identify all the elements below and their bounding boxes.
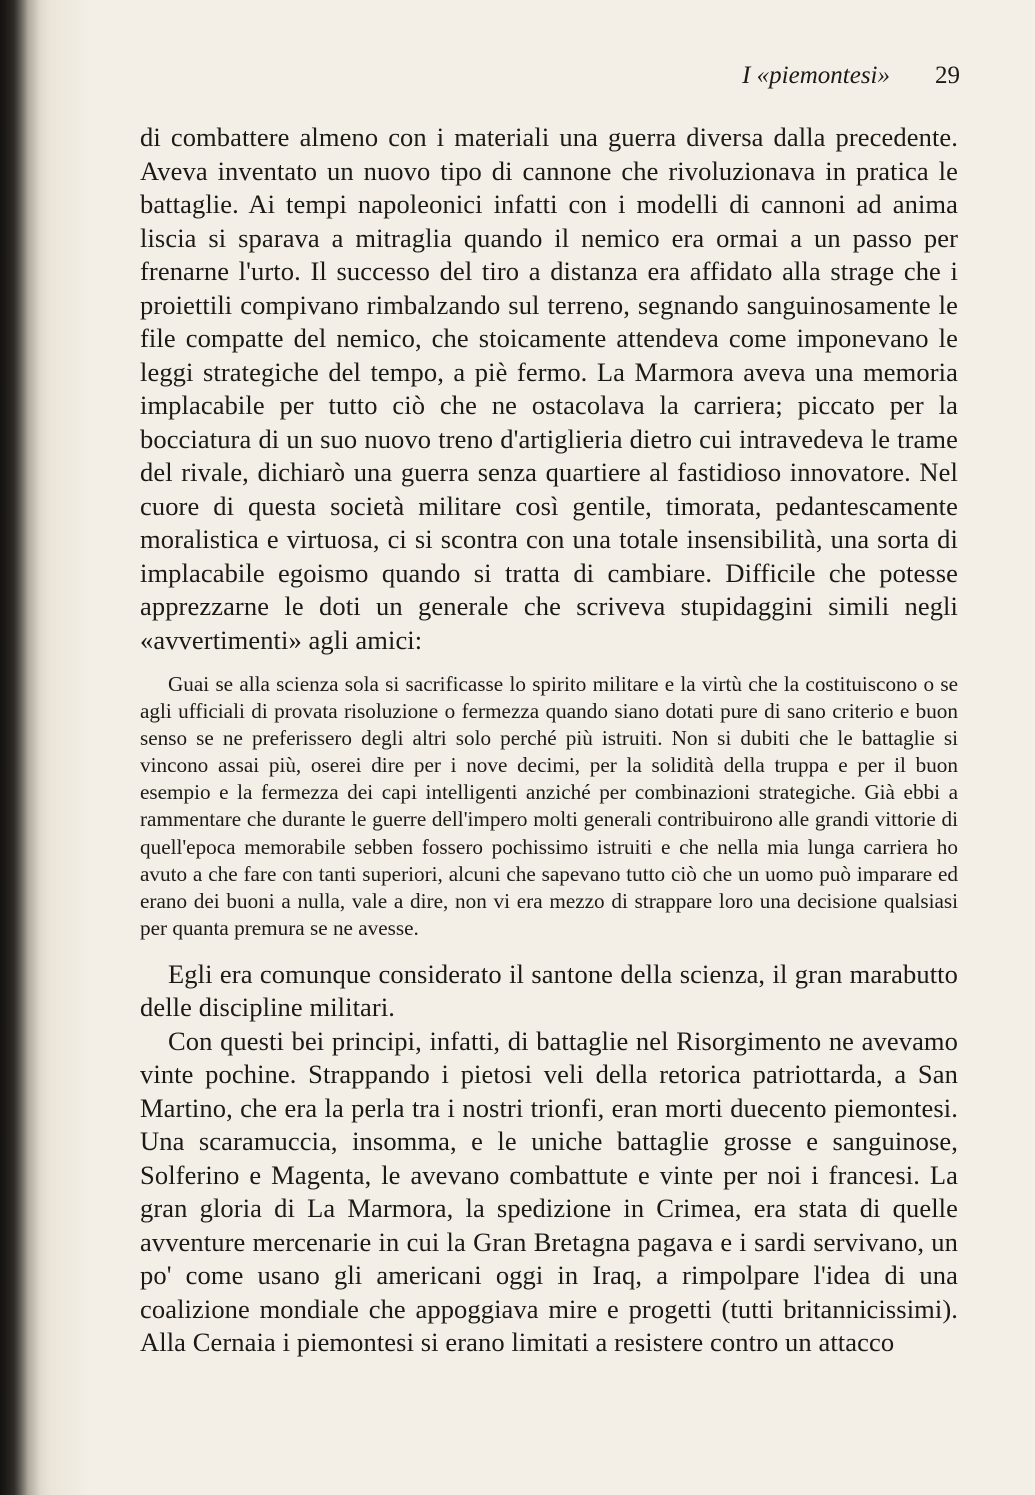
paragraph-2: Egli era comunque considerato il santone della scienza, il gran marabutto delle discipline militari. (140, 958, 958, 1023)
book-spine-shadow (0, 0, 40, 1495)
running-head (140, 62, 960, 102)
body-text (140, 121, 958, 1360)
paragraph-1: di combattere almeno con i materiali una guerra diversa dalla precedente. Aveva inventato un nuovo tipo di cannone che rivoluzionava in pratica le battaglie. Ai tempi napoleonici infatti con i modelli di cannoni ad anima liscia si sparava a mitraglia quando il nemico era ormai a un passo per frenarne l'urto. Il successo del tiro a distanza era affidato alla strage che i proiettili compivano rimbalzando sul terreno, segnando sanguinosamente le file compatte del nemico, che stoicamente attendeva come imponevano le leggi strategiche del tempo, a piè fermo. La Marmora aveva una memoria implacabile per tutto ciò che ne ostacolava la carriera; piccato per la bocciatura di un suo nuovo treno d'artiglieria dietro cui intravedeva le trame del rivale, dichiarò una guerra senza quartiere al fastidioso innovatore. Nel cuore di questa società militare così gentile, timorata, pedantescamente moralistica e virtuosa, ci si scontra con una totale insensibilità, una sorta di implacabile egoismo quando si tratta di cambiare. Difficile che potesse apprezzarne le doti un generale che scriveva stupidaggini simili negli «avvertimenti» agli amici: (140, 122, 958, 655)
block-quote: Guai se alla scienza sola si sacrificasse lo spirito militare e la virtù che la costituiscono o se agli ufficiali di provata risoluzione o fermezza quando siano dotati pure di sano criterio e buon senso se ne preferissero degli altri solo perché più istruiti. Non si dubiti che le battaglie si vincono assai più, oserei dire per i nove decimi, per la solidità della truppa e per il buon esempio e la fermezza dei capi intelligenti anziché per combinazioni strategiche. Già ebbi a rammentare che durante le guerre dell'impero molti generali contribuirono alle grandi vittorie di quell'epoca memorabile sebben fossero pochissimo istruiti e che nella mia lunga carriera ho avuto a che fare con tanti superiori, alcuni che sapevano tutto ciò che un uomo può imparare ed erano dei buoni a nulla, vale a dire, non vi era mezzo di strappare loro una decisione qualsiasi per quanta premura se ne avesse. (140, 672, 958, 940)
running-title: I «piemontesi» (742, 62, 890, 89)
page-number: 29 (935, 62, 960, 89)
paragraph-3: Con questi bei principi, infatti, di battaglie nel Risorgimento ne avevamo vinte pochine. Strappando i pietosi veli della retorica patriottarda, a San Martino, che era la perla tra i nostri trionfi, eran morti duecento piemontesi. Una scaramuccia, insomma, e le uniche battaglie grosse e sanguinose, Solferino e Magenta, le avevano combattute e vinte per noi i francesi. La gran gloria di La Marmora, la spedizione in Crimea, era stata di quelle avventure mercenarie in cui la Gran Bretagna pagava e i sardi servivano, un po' come usano gli americani oggi in Iraq, a rimpolpare l'idea di una coalizione mondiale che appoggiava mire e progetti (tutti britannicissimi). Alla Cernaia i piemontesi si erano limitati a resistere contro un attacco (140, 1025, 958, 1358)
